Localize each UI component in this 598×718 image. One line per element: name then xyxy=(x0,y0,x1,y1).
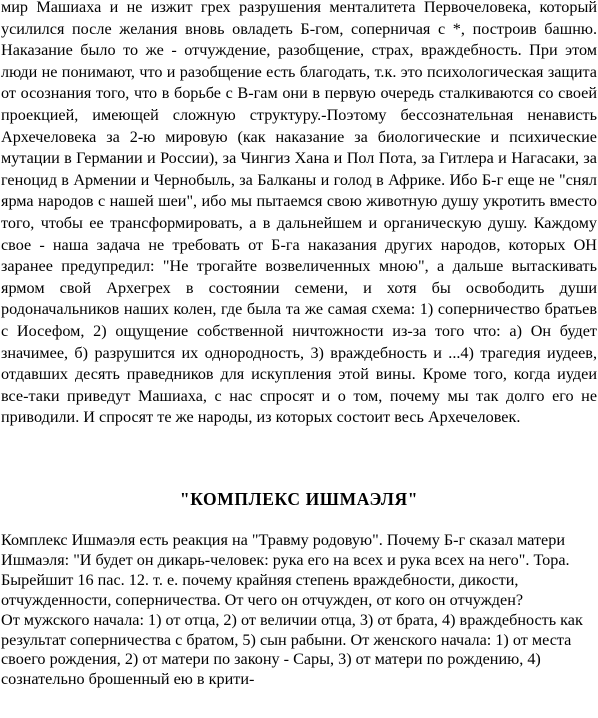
section-heading: "КОМПЛЕКС ИШМАЭЛЯ" xyxy=(179,489,419,509)
paragraph-body-1: мир Машиаха и не изжит грех разрушения менталитета Первочеловека, который усилился после желания вновь овладеть Б-гом, соперничая с *, построив башню. Наказание было то же - отчуждение, разобщение, страх, враждебность. При этом люди не понимают, что и разобщение есть благодать, т.к. это психологическая защита от осознания того, что в борьбе с В-гам они в первую очередь сталкиваются со своей проекцией, имеющей сложную структуру.-Поэтому бессознательная ненависть Архечеловека за 2-ю мировую (как наказание за биологические и психические мутации в Германии и России), за Чингиз Хана и Пол Пота, за Гитлера и Нагасаки, за геноцид в Армении и Чернобыль, за Балканы и голод в Африке. Ибо Б-г еще не "снял ярма народов с нашей шеи", ибо мы пытаемся свою животную душу укротить вместо того, чтобы ее трансформировать, а в дальнейшем и органическую душу. Каждому свое - наша задача не требовать от Б-га наказания других народов, которых ОН заранее предупредил: "Не трогайте возвеличенных мною", а дальше вытаскивать ярмом свой Архегрех в состоянии семени, и хотя бы освободить души родоначальников наших колен, где была та же самая схема: 1) соперничество братьев с Иосефом, 2) ощущение собственной ничтожности из-за того что: а) Он будет значимее, б) разрушится их однородность, 3) враждебность и ...4) трагедия иудеев, отдавших десять праведников для искупления этой вины. Кроме того, когда иудеи все-таки приведут Машиаха, с нас спросят и о том, почему мы так долго его не приводили. И спросят те же народы, из которых состоит весь Архечеловек. xyxy=(1,0,597,427)
paragraph-body-2: Комплекс Ишмаэля есть реакция на "Травму родовую". Почему Б-г сказал матери Ишмаэля: "И будет он дикарь-человек: рука его на всех и рука всех на него". Тора. Бырейшит 16 пас. 12. т. е. почему крайняя степень враждебности, дикости, отчужденности, соперничества. От чего он отчужден, от кого он отчужден? От мужского начала: 1) от отца, 2) от величии отца, 3) от брата, 4) враждебность как результат соперничества с братом, 5) сын рабыни. От женского начала: 1) от места своего рождения, 2) от матери по закону - Сары, 3) от матери по рождению, 4) сознательно брошенный ею в крити- xyxy=(1,531,583,689)
